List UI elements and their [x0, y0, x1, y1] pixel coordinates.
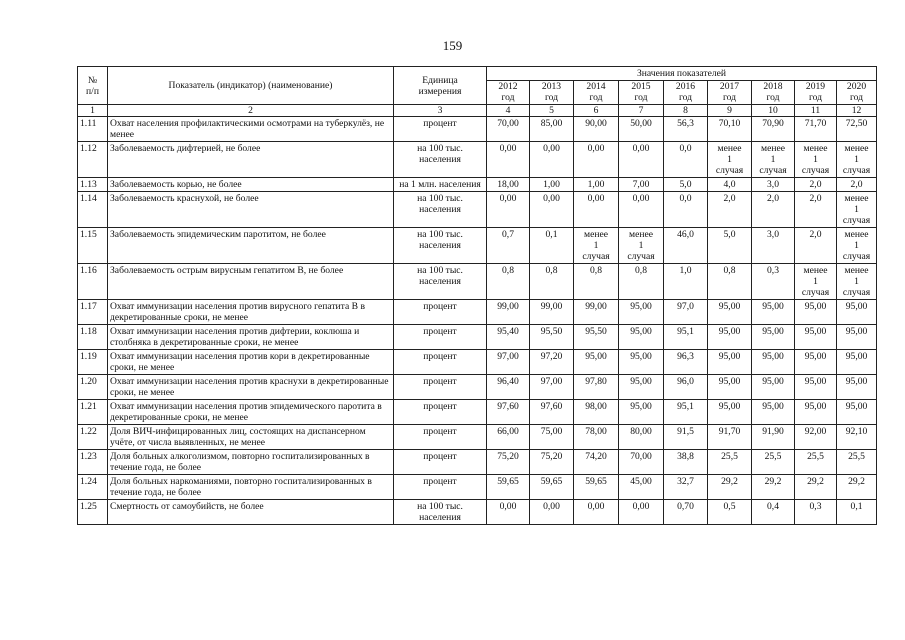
unit-cell: процент	[394, 425, 487, 450]
table-row	[78, 178, 877, 192]
value-cell: 95,00	[708, 350, 752, 375]
value-cell: 59,65	[530, 475, 574, 500]
header-year: 2017 год	[708, 81, 752, 105]
value-cell: 1,00	[530, 178, 574, 192]
row-number: 1.25	[78, 500, 108, 525]
value-cell: 75,00	[530, 425, 574, 450]
value-cell: 4,0	[708, 178, 752, 192]
unit-cell: на 100 тыс. населения	[394, 228, 487, 264]
row-number: 1.20	[78, 375, 108, 400]
unit-cell: процент	[394, 375, 487, 400]
value-cell: 38,8	[664, 450, 708, 475]
row-number: 1.24	[78, 475, 108, 500]
value-cell: 95,00	[619, 350, 664, 375]
value-cell: 95,00	[708, 375, 752, 400]
indicator-name: Доля ВИЧ-инфицированных лиц, состоящих на диспансерном учёте, от числа выявленных, не менее	[108, 425, 394, 450]
value-cell: менее 1 случая	[752, 142, 795, 178]
value-cell: 95,00	[795, 400, 837, 425]
page-number: 159	[442, 38, 463, 53]
value-cell: 95,00	[752, 375, 795, 400]
row-number: 1.22	[78, 425, 108, 450]
value-cell: 29,2	[752, 475, 795, 500]
value-cell: менее 1 случая	[837, 264, 877, 300]
header-year: 2015 год	[619, 81, 664, 105]
value-cell: 0,8	[530, 264, 574, 300]
value-cell: 0,1	[837, 500, 877, 525]
column-number: 12	[837, 105, 877, 117]
column-number: 2	[108, 105, 394, 117]
value-cell: 99,00	[574, 300, 619, 325]
value-cell: 99,00	[487, 300, 530, 325]
value-cell: 56,3	[664, 117, 708, 142]
indicator-name: Заболеваемость эпидемическим паротитом, не более	[108, 228, 394, 264]
value-cell: 32,7	[664, 475, 708, 500]
value-cell: 95,00	[795, 300, 837, 325]
value-cell: 95,00	[708, 300, 752, 325]
table-row	[78, 425, 877, 450]
value-cell: 2,0	[752, 192, 795, 228]
table-row	[78, 117, 877, 142]
value-cell: 95,1	[664, 325, 708, 350]
value-cell: 7,00	[619, 178, 664, 192]
value-cell: 0,0	[664, 142, 708, 178]
unit-cell: процент	[394, 300, 487, 325]
table-row	[78, 142, 877, 178]
value-cell: 0,00	[487, 500, 530, 525]
value-cell: 95,40	[487, 325, 530, 350]
value-cell: 75,20	[487, 450, 530, 475]
value-cell: 0,00	[619, 142, 664, 178]
unit-cell: процент	[394, 450, 487, 475]
value-cell: 95,00	[752, 325, 795, 350]
value-cell: 0,00	[530, 500, 574, 525]
column-number: 10	[752, 105, 795, 117]
value-cell: 95,00	[752, 400, 795, 425]
value-cell: 85,00	[530, 117, 574, 142]
value-cell: 97,60	[487, 400, 530, 425]
value-cell: 0,00	[619, 500, 664, 525]
row-number: 1.12	[78, 142, 108, 178]
column-number: 5	[530, 105, 574, 117]
value-cell: 97,00	[530, 375, 574, 400]
value-cell: 0,8	[619, 264, 664, 300]
header-year: 2019 год	[795, 81, 837, 105]
value-cell: 98,00	[574, 400, 619, 425]
table-row	[78, 375, 877, 400]
table-row	[78, 475, 877, 500]
header-indicator: Показатель (индикатор) (наименование)	[108, 67, 394, 105]
value-cell: 70,00	[619, 450, 664, 475]
unit-cell: процент	[394, 350, 487, 375]
value-cell: 0,00	[530, 142, 574, 178]
value-cell: 90,00	[574, 117, 619, 142]
value-cell: 0,00	[530, 192, 574, 228]
header-year: 2013 год	[530, 81, 574, 105]
row-number: 1.15	[78, 228, 108, 264]
value-cell: 95,50	[530, 325, 574, 350]
indicator-name: Охват иммунизации населения против краснухи в декретированные сроки, не менее	[108, 375, 394, 400]
header-year: 2012 год	[487, 81, 530, 105]
value-cell: 80,00	[619, 425, 664, 450]
value-cell: 95,00	[752, 300, 795, 325]
value-cell: 95,1	[664, 400, 708, 425]
value-cell: менее 1 случая	[795, 264, 837, 300]
value-cell: 74,20	[574, 450, 619, 475]
value-cell: 99,00	[530, 300, 574, 325]
table-row	[78, 192, 877, 228]
value-cell: 96,3	[664, 350, 708, 375]
table-row	[78, 325, 877, 350]
value-cell: 2,0	[795, 178, 837, 192]
value-cell: менее 1 случая	[837, 228, 877, 264]
unit-cell: на 100 тыс. населения	[394, 142, 487, 178]
value-cell: 95,00	[837, 375, 877, 400]
value-cell: 95,00	[837, 350, 877, 375]
value-cell: 50,00	[619, 117, 664, 142]
value-cell: 95,00	[708, 400, 752, 425]
value-cell: 0,3	[752, 264, 795, 300]
value-cell: 97,80	[574, 375, 619, 400]
column-number: 7	[619, 105, 664, 117]
table-row	[78, 228, 877, 264]
value-cell: 95,50	[574, 325, 619, 350]
value-cell: 91,5	[664, 425, 708, 450]
unit-cell: на 100 тыс. населения	[394, 264, 487, 300]
value-cell: 0,8	[708, 264, 752, 300]
value-cell: 59,65	[574, 475, 619, 500]
value-cell: 95,00	[837, 400, 877, 425]
value-cell: 18,00	[487, 178, 530, 192]
value-cell: 0,7	[487, 228, 530, 264]
unit-cell: на 100 тыс. населения	[394, 500, 487, 525]
value-cell: 1,00	[574, 178, 619, 192]
row-number: 1.17	[78, 300, 108, 325]
value-cell: 0,8	[574, 264, 619, 300]
value-cell: 78,00	[574, 425, 619, 450]
column-number: 4	[487, 105, 530, 117]
indicator-name: Заболеваемость острым вирусным гепатитом В, не более	[108, 264, 394, 300]
value-cell: 29,2	[708, 475, 752, 500]
value-cell: менее 1 случая	[795, 142, 837, 178]
table-row	[78, 350, 877, 375]
row-number: 1.19	[78, 350, 108, 375]
value-cell: 0,4	[752, 500, 795, 525]
value-cell: 2,0	[795, 192, 837, 228]
column-numbers-row	[78, 105, 877, 117]
value-cell: 5,0	[664, 178, 708, 192]
value-cell: 92,00	[795, 425, 837, 450]
value-cell: 97,20	[530, 350, 574, 375]
table-row	[78, 264, 877, 300]
unit-cell: на 1 млн. населения	[394, 178, 487, 192]
row-number: 1.18	[78, 325, 108, 350]
indicator-name: Охват населения профилактическими осмотрами на туберкулёз, не менее	[108, 117, 394, 142]
value-cell: 2,0	[795, 228, 837, 264]
value-cell: 0,00	[574, 192, 619, 228]
value-cell: 97,00	[487, 350, 530, 375]
unit-cell: на 100 тыс. населения	[394, 192, 487, 228]
header-year: 2014 год	[574, 81, 619, 105]
value-cell: 0,0	[664, 192, 708, 228]
value-cell: 29,2	[795, 475, 837, 500]
value-cell: 95,00	[837, 300, 877, 325]
value-cell: 95,00	[619, 400, 664, 425]
row-number: 1.14	[78, 192, 108, 228]
indicator-name: Доля больных алкоголизмом, повторно госпитализированных в течение года, не более	[108, 450, 394, 475]
value-cell: 96,40	[487, 375, 530, 400]
value-cell: 95,00	[619, 300, 664, 325]
column-number: 6	[574, 105, 619, 117]
table-body	[78, 117, 877, 525]
unit-cell: процент	[394, 400, 487, 425]
value-cell: 72,50	[837, 117, 877, 142]
value-cell: 70,10	[708, 117, 752, 142]
value-cell: 0,00	[487, 142, 530, 178]
value-cell: 97,0	[664, 300, 708, 325]
value-cell: 0,00	[619, 192, 664, 228]
value-cell: 97,60	[530, 400, 574, 425]
value-cell: 3,0	[752, 228, 795, 264]
column-number: 11	[795, 105, 837, 117]
indicator-name: Охват иммунизации населения против дифтерии, коклюша и столбняка в декретированные сроки, не менее	[108, 325, 394, 350]
value-cell: 95,00	[795, 375, 837, 400]
value-cell: 95,00	[795, 325, 837, 350]
value-cell: 96,0	[664, 375, 708, 400]
value-cell: 29,2	[837, 475, 877, 500]
value-cell: 71,70	[795, 117, 837, 142]
value-cell: менее 1 случая	[837, 192, 877, 228]
header-year: 2016 год	[664, 81, 708, 105]
header-values-group: Значения показателей	[487, 67, 877, 81]
indicator-name: Заболеваемость корью, не более	[108, 178, 394, 192]
table-row	[78, 300, 877, 325]
header-number: № п/п	[78, 67, 108, 105]
value-cell: 0,00	[574, 142, 619, 178]
table-header	[78, 67, 877, 117]
column-number: 3	[394, 105, 487, 117]
row-number: 1.11	[78, 117, 108, 142]
indicator-name: Смертность от самоубийств, не более	[108, 500, 394, 525]
value-cell: 1,0	[664, 264, 708, 300]
value-cell: 25,5	[795, 450, 837, 475]
indicator-name: Охват иммунизации населения против вирусного гепатита В в декретированные сроки, не менее	[108, 300, 394, 325]
value-cell: 2,0	[837, 178, 877, 192]
value-cell: 45,00	[619, 475, 664, 500]
value-cell: 0,70	[664, 500, 708, 525]
value-cell: 91,90	[752, 425, 795, 450]
indicator-name: Заболеваемость дифтерией, не более	[108, 142, 394, 178]
row-number: 1.21	[78, 400, 108, 425]
value-cell: 70,00	[487, 117, 530, 142]
value-cell: 46,0	[664, 228, 708, 264]
value-cell: 92,10	[837, 425, 877, 450]
indicators-table	[77, 66, 877, 525]
value-cell: 70,90	[752, 117, 795, 142]
value-cell: 0,00	[487, 192, 530, 228]
value-cell: 91,70	[708, 425, 752, 450]
value-cell: 95,00	[837, 325, 877, 350]
value-cell: менее 1 случая	[837, 142, 877, 178]
value-cell: 2,0	[708, 192, 752, 228]
row-number: 1.23	[78, 450, 108, 475]
value-cell: менее 1 случая	[574, 228, 619, 264]
value-cell: 3,0	[752, 178, 795, 192]
column-number: 8	[664, 105, 708, 117]
table-row	[78, 400, 877, 425]
table-row	[78, 450, 877, 475]
value-cell: 25,5	[837, 450, 877, 475]
indicator-name: Охват иммунизации населения против кори в декретированные сроки, не менее	[108, 350, 394, 375]
value-cell: 0,8	[487, 264, 530, 300]
value-cell: 59,65	[487, 475, 530, 500]
column-number: 1	[78, 105, 108, 117]
header-year: 2020 год	[837, 81, 877, 105]
value-cell: 95,00	[708, 325, 752, 350]
indicator-name: Доля больных наркоманиями, повторно госпитализированных в течение года, не более	[108, 475, 394, 500]
value-cell: 0,5	[708, 500, 752, 525]
value-cell: 0,1	[530, 228, 574, 264]
unit-cell: процент	[394, 117, 487, 142]
column-number: 9	[708, 105, 752, 117]
value-cell: 95,00	[619, 325, 664, 350]
value-cell: 75,20	[530, 450, 574, 475]
row-number: 1.16	[78, 264, 108, 300]
value-cell: 0,3	[795, 500, 837, 525]
value-cell: 25,5	[708, 450, 752, 475]
row-number: 1.13	[78, 178, 108, 192]
header-unit: Единица измерения	[394, 67, 487, 105]
indicator-name: Заболеваемость краснухой, не более	[108, 192, 394, 228]
unit-cell: процент	[394, 325, 487, 350]
value-cell: 95,00	[619, 375, 664, 400]
value-cell: менее 1 случая	[619, 228, 664, 264]
table-row	[78, 500, 877, 525]
value-cell: 95,00	[752, 350, 795, 375]
value-cell: 0,00	[574, 500, 619, 525]
value-cell: 66,00	[487, 425, 530, 450]
header-year: 2018 год	[752, 81, 795, 105]
value-cell: 95,00	[795, 350, 837, 375]
value-cell: 5,0	[708, 228, 752, 264]
unit-cell: процент	[394, 475, 487, 500]
value-cell: 95,00	[574, 350, 619, 375]
value-cell: менее 1 случая	[708, 142, 752, 178]
value-cell: 25,5	[752, 450, 795, 475]
indicator-name: Охват иммунизации населения против эпидемического паротита в декретированные сроки, не менее	[108, 400, 394, 425]
